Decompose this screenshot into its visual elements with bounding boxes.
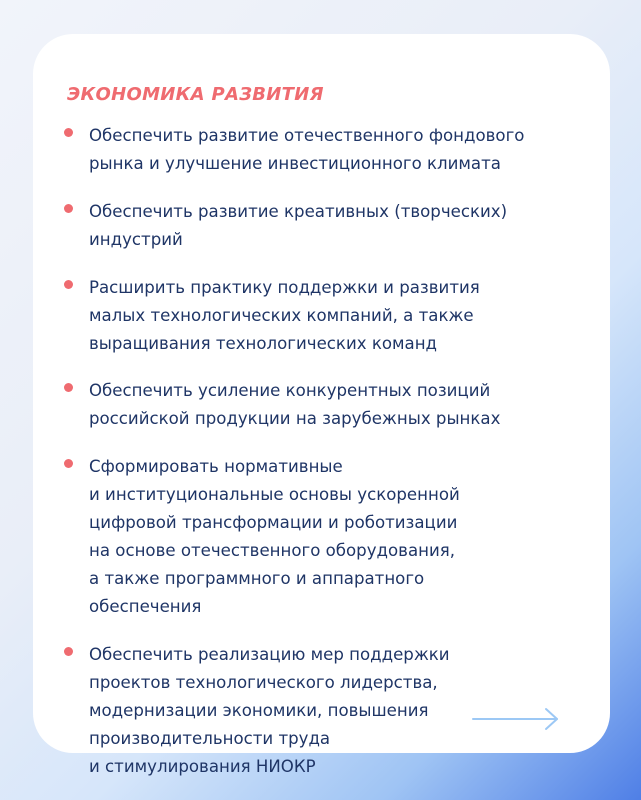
dot-icon [64, 204, 73, 213]
goals-list [33, 122, 610, 781]
list-item [33, 122, 610, 178]
dot-icon [64, 383, 73, 392]
list-item-text: Обеспечить усиление конкурентных позиций российской продукции на зарубежных рынках [89, 381, 501, 428]
list-item-text: Обеспечить развитие отечественного фондового рынка и улучшение инвестиционного климата [89, 126, 525, 173]
section-title: ЭКОНОМИКА РАЗВИТИЯ [67, 84, 324, 105]
dot-icon [64, 459, 73, 468]
list-item-text: Обеспечить реализацию мер поддержки проектов технологического лидерства, модернизации экономики, повышения производительности труда и стимулирования НИОКР [89, 645, 450, 776]
list-item-text: Сформировать нормативные и институциональные основы ускоренной цифровой трансформации и роботизации на основе отечественного оборудования, а также программного и аппаратного обеспечения [89, 457, 460, 616]
dot-icon [64, 280, 73, 289]
list-item [33, 274, 610, 358]
list-item [33, 198, 610, 254]
arrow-right-icon[interactable] [471, 707, 561, 731]
list-item [33, 453, 610, 621]
dot-icon [64, 128, 73, 137]
list-item-text: Обеспечить развитие креативных (творческих) индустрий [89, 202, 508, 249]
content-card [33, 34, 610, 776]
list-item-text: Расширить практику поддержки и развития малых технологических компаний, а также выращивания технологических команд [89, 278, 480, 353]
list-item [33, 377, 610, 433]
dot-icon [64, 647, 73, 656]
